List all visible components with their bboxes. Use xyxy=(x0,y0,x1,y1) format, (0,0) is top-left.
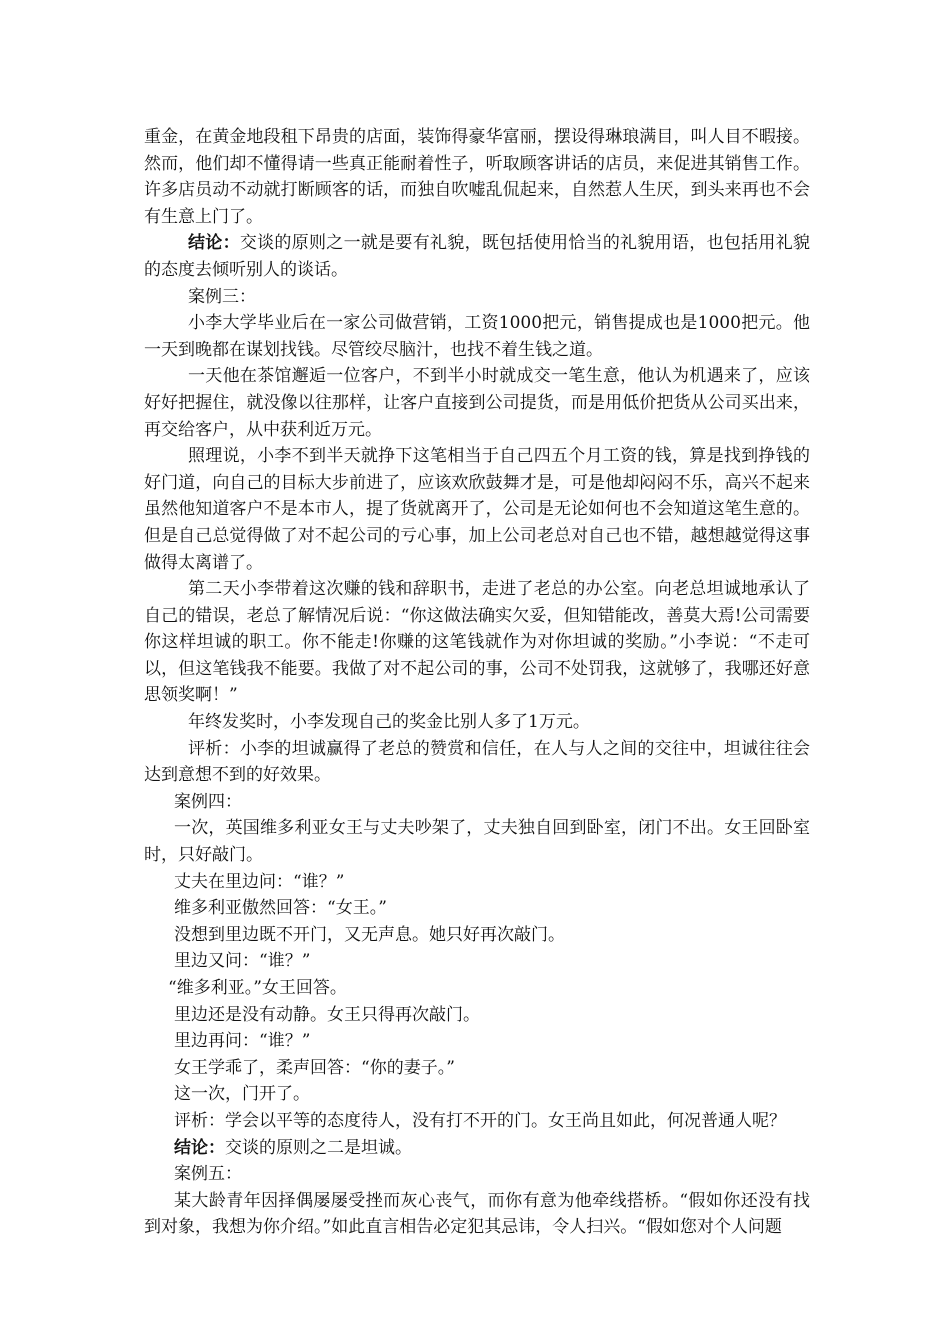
paragraph-line: 然而，他们却不懂得请一些真正能耐着性子，听取顾客讲话的店员，来促进其销售工作。 xyxy=(144,153,810,174)
dialog-line: 丈夫在里边问：“谁？” xyxy=(174,871,345,892)
dialog-line: 里边再问：“谁？” xyxy=(174,1031,311,1052)
comment-paragraph: 评析：小李的坦诚赢得了老总的赞赏和信任，在人与人之间的交往中，坦诚往往会达到意想不到的好效果。 xyxy=(144,738,810,786)
body-paragraph: 一天他在茶馆邂逅一位客户，不到半小时就成交一笔生意，他认为机遇来了，应该好好把握住，就没像以往那样，让客户直接到公司提货，而是用低价把货从公司买出来，再交给客户，从中获利近万元。 xyxy=(144,366,810,440)
conclusion-text: 交谈的原则之二是坦诚。 xyxy=(225,1137,412,1158)
dialog-line: 没想到里边既不开门，又无声息。她只好再次敲门。 xyxy=(174,924,565,945)
body-paragraph: 某大龄青年因择偶屡屡受挫而灰心丧气，而你有意为他牵线搭桥。“假如你还没有找到对象，我想为你介绍。”如此直言相告必定犯其忌讳，令人扫兴。“假如您对个人问题 xyxy=(144,1190,810,1238)
dialog-line: 里边又问：“谁？” xyxy=(174,951,311,972)
paragraph-line: 许多店员动不动就打断顾客的话，而独自吹嘘乱侃起来，自然惹人生厌，到头来再也不会 xyxy=(144,180,810,201)
conclusion-text: 交谈的原则之一就是要有礼貌，既包括使用恰当的礼貌用语，也包括用礼貌的态度去倾听别人的谈话。 xyxy=(144,233,811,280)
comment-paragraph: 评析：学会以平等的态度待人，没有打不开的门。女王尚且如此，何况普通人呢？ xyxy=(174,1110,786,1131)
dialog-line: 这一次，门开了。 xyxy=(174,1084,310,1105)
paragraph-line: 重金，在黄金地段租下昂贵的店面，装饰得豪华富丽，摆设得琳琅满目，叫人目不暇接。 xyxy=(144,127,810,147)
body-paragraph: 照理说，小李不到半天就挣下这笔相当于自己四五个月工资的钱，算是找到挣钱的好门道，向自己的目标大步前进了，应该欢欣鼓舞才是，可是他却闷闷不乐，高兴不起来虽然他知道客户不是本市人，提了货就离开了，公司是无论如何也不会知道这笔生意的。但是自己总觉得做了对不起公司的亏心事，加上公司老总对自己也不错，越想越觉得这事做得太离谱了。 xyxy=(144,446,810,573)
dialog-line: “维多利亚。”女王回答。 xyxy=(168,978,347,998)
conclusion-label: 结论： xyxy=(188,233,240,254)
case-heading: 案例五： xyxy=(174,1164,242,1185)
body-paragraph: 第二天小李带着这次赚的钱和辞职书，走进了老总的办公室。向老总坦诚地承认了自己的错误，老总了解情况后说：“你这做法确实欠妥，但知错能改，善莫大焉!公司需要你这样坦诚的职工。你不能走!你赚的这笔钱就作为对你坦诚的奖励。”小李说：“不走可以，但这笔钱我不能要。我做了对不起公司的事，公司不处罚我，这就够了，我哪还好意思领奖啊！” xyxy=(144,579,810,706)
document-page xyxy=(144,124,810,1241)
dialog-line: 女王学乖了，柔声回答：“你的妻子。” xyxy=(174,1057,455,1078)
case-heading: 案例三： xyxy=(188,286,256,307)
body-paragraph: 小李大学毕业后在一家公司做营销，工资1000把元，销售提成也是1000把元。他一天到晚都在谋划找钱。尽管绞尽脑汁，也找不着生钱之道。 xyxy=(144,313,810,360)
body-paragraph: 年终发奖时，小李发现自己的奖金比别人多了1万元。 xyxy=(188,712,590,733)
body-paragraph: 一次，英国维多利亚女王与丈夫吵架了，丈夫独自回到卧室，闭门不出。女王回卧室时，只好敲门。 xyxy=(144,818,810,866)
conclusion-paragraph xyxy=(144,230,810,283)
conclusion-label: 结论： xyxy=(174,1137,225,1158)
dialog-line: 维多利亚傲然回答：“女王。” xyxy=(174,898,387,919)
case-heading: 案例四： xyxy=(174,791,242,812)
paragraph-line: 有生意上门了。 xyxy=(144,206,263,227)
dialog-line: 里边还是没有动静。女王只得再次敲门。 xyxy=(174,1004,480,1025)
conclusion-paragraph xyxy=(144,1135,810,1162)
